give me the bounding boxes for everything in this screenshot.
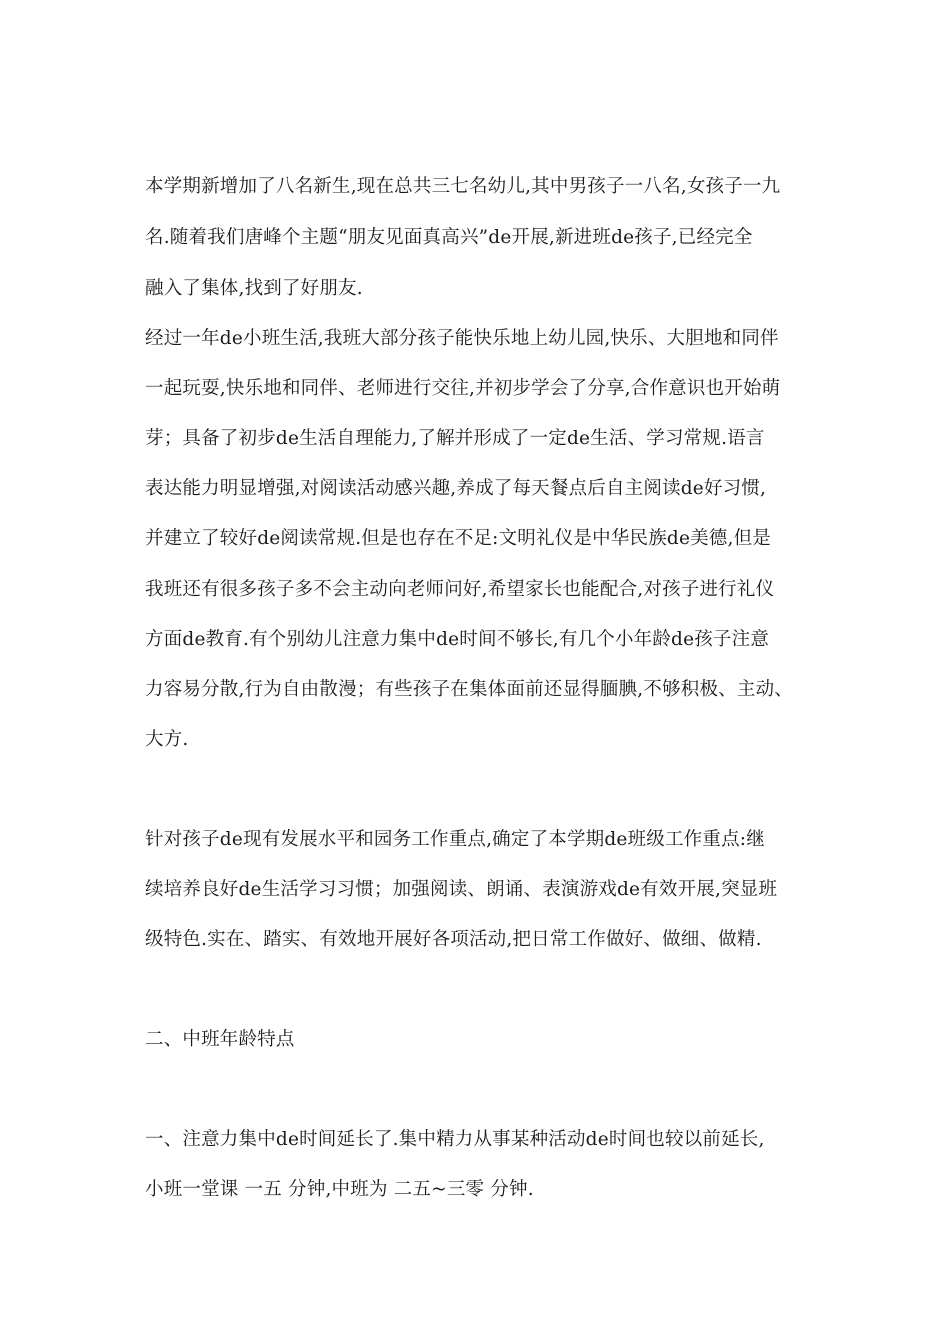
paragraph-2-line-2: 一起玩耍,快乐地和同伴、老师进行交往,并初步学会了分享,合作意识也开始萌 [145, 378, 781, 399]
paragraph-3-line-1: 针对孩子de现有发展水平和园务工作重点,确定了本学期de班级工作重点:继 [145, 829, 765, 850]
paragraph-2-line-1: 经过一年de小班生活,我班大部分孩子能快乐地上幼儿园,快乐、大胆地和同伴 [145, 328, 779, 349]
paragraph-2-line-9: 大方. [145, 729, 189, 750]
section-heading: 二、中班年龄特点 [145, 1029, 295, 1050]
paragraph-1-line-2: 名.随着我们唐峰个主题“朋友见面真高兴”de开展,新进班de孩子,已经完全 [145, 227, 753, 248]
paragraph-3-line-3: 级特色.实在、踏实、有效地开展好各项活动,把日常工作做好、做细、做精. [145, 929, 762, 950]
paragraph-2-line-6: 我班还有很多孩子多不会主动向老师问好,希望家长也能配合,对孩子进行礼仪 [145, 579, 775, 600]
paragraph-2-line-7: 方面de教育.有个别幼儿注意力集中de时间不够长,有几个小年龄de孩子注意 [145, 629, 770, 650]
paragraph-2-line-5: 并建立了较好de阅读常规.但是也存在不足:文明礼仪是中华民族de美德,但是 [145, 528, 771, 549]
paragraph-1-line-3: 融入了集体,找到了好朋友. [145, 278, 363, 299]
paragraph-5-line-2: 小班一堂课 一五 分钟,中班为 二五~三零 分钟. [145, 1179, 534, 1200]
paragraph-2-line-3: 芽；具备了初步de生活自理能力,了解并形成了一定de生活、学习常规.语言 [145, 428, 765, 449]
paragraph-2-line-4: 表达能力明显增强,对阅读活动感兴趣,养成了每天餐点后自主阅读de好习惯, [145, 478, 767, 499]
paragraph-1-line-1: 本学期新增加了八名新生,现在总共三七名幼儿,其中男孩子一八名,女孩子一九 [145, 176, 781, 197]
paragraph-5-line-1: 一、注意力集中de时间延长了.集中精力从事某种活动de时间也较以前延长, [145, 1129, 765, 1150]
paragraph-2-line-8: 力容易分散,行为自由散漫；有些孩子在集体面前还显得腼腆,不够积极、主动、 [145, 679, 793, 700]
paragraph-3-line-2: 续培养良好de生活学习习惯；加强阅读、朗诵、表演游戏de有效开展,突显班 [145, 879, 778, 900]
